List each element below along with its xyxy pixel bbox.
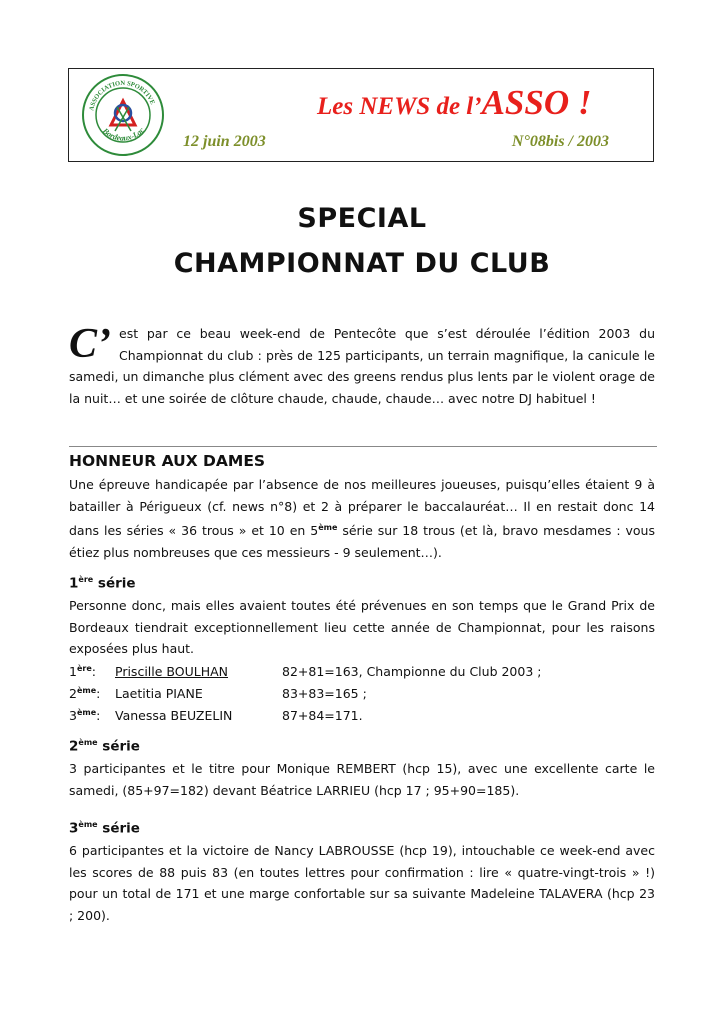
serie2-heading <box>69 738 140 755</box>
player-score: 83+83=165 ; <box>282 686 367 702</box>
serie2-label: série <box>97 738 140 755</box>
logo-text-top: ASSOCIATION SPORTIVE <box>88 79 156 112</box>
player-name: Vanessa BEUZELIN <box>115 708 233 724</box>
honneur-text-a: Une épreuve handicapée par l’absence de nos meilleures joueuses, puisqu’elles étaient 9 à batailler à Périgueux (cf. news n°8) et 2 à préparer le baccalauréat… Il en restait donc 14 dans les séries « 36 trous » et 10 en 5 <box>69 477 655 539</box>
rank-label: 2ème: <box>69 686 101 702</box>
intro-paragraph <box>69 323 655 409</box>
honneur-paragraph <box>69 474 655 563</box>
newsletter-header <box>68 68 654 162</box>
page-title-line2: CHAMPIONNAT DU CLUB <box>173 248 551 279</box>
player-name: Priscille BOULHAN <box>115 664 229 680</box>
honneur-sup: ème <box>318 523 338 532</box>
serie2-sup: ème <box>78 738 98 747</box>
title-bang: ! <box>569 83 592 122</box>
club-logo-icon <box>81 73 165 157</box>
serie3-num: 3 <box>69 820 79 837</box>
serie2-num: 2 <box>69 738 79 755</box>
serie1-label: série <box>93 575 136 592</box>
issue-number: N°08bis / 2003 <box>511 133 609 150</box>
serie3-sup: ème <box>78 820 98 829</box>
logo-text-bottom: Bordeaux-Lac <box>100 125 146 143</box>
player-name: Laetitia PIANE <box>115 686 203 702</box>
serie3-heading <box>69 820 140 837</box>
title-asso: ASSO <box>481 83 570 122</box>
serie1-paragraph: Personne donc, mais elles avaient toutes été prévenues en son temps que le Grand Prix de Bordeaux tiendrait exceptionnellement lieu cette année de Championnat, pour les raisons exposées plus haut. <box>69 598 655 656</box>
page-title-line1: SPECIAL <box>297 203 427 234</box>
issue-date: 12 juin 2003 <box>183 133 266 150</box>
svg-text:Bordeaux-Lac <box>100 125 146 142</box>
ranking-row <box>69 680 655 705</box>
ranking-row <box>69 658 655 683</box>
newsletter-title <box>317 83 592 123</box>
rank-label: 1ère: <box>69 664 96 680</box>
ranking-row <box>69 702 655 727</box>
serie3-paragraph: 6 participantes et la victoire de Nancy LABROUSSE (hcp 19), intouchable ce week-end avec les scores de 88 puis 83 (en toutes lettres pour confirmation : lire « quatre-vingt-trois » !) pour un total de 171 et une marge confortable sur sa suivante Madeleine TALAVERA (hcp 23 ; 200). <box>69 843 655 923</box>
title-prefix: Les NEWS de l’ <box>317 93 482 120</box>
serie2-paragraph: 3 participantes et le titre pour Monique REMBERT (hcp 15), avec une excellente carte le samedi, (85+97=182) devant Béatrice LARRIEU (hcp 17 ; 95+90=185). <box>69 761 655 798</box>
rank-label: 3ème: <box>69 708 101 724</box>
serie3-label: série <box>97 820 140 837</box>
player-score: 82+81=163, Championne du Club 2003 ; <box>282 664 542 680</box>
serie1-sup: ère <box>78 575 94 584</box>
honneur-text-b: série sur 18 trous (et là, bravo mesdames : vous étiez plus nombreuses que ces messieurs - 9 seulement…). <box>69 523 655 560</box>
drop-cap: C’ <box>69 321 111 367</box>
section-heading-honneur: HONNEUR AUX DAMES <box>69 452 266 470</box>
player-score: 87+84=171. <box>282 708 363 724</box>
serie1-num: 1 <box>69 575 79 592</box>
section-divider <box>69 446 657 447</box>
intro-text: est par ce beau week-end de Pentecôte que s’est déroulée l’édition 2003 du Championnat du club : près de 125 participants, un terrain magnifique, la canicule le samedi, un dimanche plus clément avec des greens rendus plus lents par le violent orage de la nuit… et une soirée de clôture chaude, chaude, chaude… avec notre DJ habituel ! <box>69 326 655 406</box>
serie1-heading <box>69 575 136 592</box>
